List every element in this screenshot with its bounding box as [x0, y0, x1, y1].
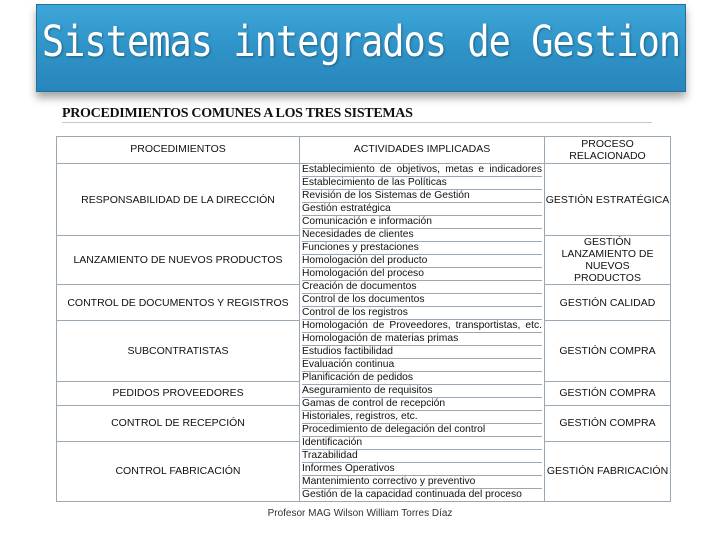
header-procedures: PROCEDIMIENTOS [57, 137, 300, 164]
title-banner [36, 4, 686, 92]
subtitle-divider [62, 122, 652, 123]
related-process-cell: GESTIÓN ESTRATÉGICA [545, 164, 671, 236]
activity-item: Control de los registros [302, 307, 542, 320]
activity-item: Aseguramiento de requisitos [302, 385, 542, 398]
activity-item: Trazabilidad [302, 450, 542, 463]
related-process-cell: GESTIÓN FABRICACIÓN [545, 441, 671, 501]
activity-item: Gestión de la capacidad continuada del proceso [302, 489, 522, 500]
table-header-row [57, 137, 671, 164]
activity-item: Homologación de materias primas [302, 333, 542, 346]
activity-item: Mantenimiento correctivo y preventivo [302, 476, 542, 489]
activity-item: Establecimiento de las Políticas [302, 177, 542, 190]
related-process-cell: GESTIÓN COMPRA [545, 405, 671, 441]
procedure-cell: CONTROL FABRICACIÓN [57, 441, 300, 501]
activity-item: Homologación de Proveedores, transportistas, etc. [302, 320, 542, 331]
procedure-cell: LANZAMIENTO DE NUEVOS PRODUCTOS [57, 236, 300, 285]
activity-item: Revisión de los Sistemas de Gestión [302, 190, 542, 203]
activity-item: Control de los documentos [302, 294, 542, 307]
activity-item: Necesidades de clientes [302, 229, 542, 242]
activity-item: Historiales, registros, etc. [302, 411, 542, 424]
procedure-cell: CONTROL DE RECEPCIÓN [57, 405, 300, 441]
activity-item: Homologación del producto [302, 255, 542, 268]
activity-item: Gamas de control de recepción [302, 398, 542, 411]
table-row [57, 164, 671, 236]
procedure-cell: SUBCONTRATISTAS [57, 321, 300, 381]
activity-item: Informes Operativos [302, 463, 542, 476]
activity-item: Homologación del proceso [302, 268, 542, 281]
activities-list [300, 164, 544, 501]
activity-item: Creación de documentos [302, 281, 542, 294]
related-process-cell: GESTIÓN CALIDAD [545, 285, 671, 321]
activity-item: Funciones y prestaciones [302, 242, 542, 255]
activity-item: Planificación de pedidos [302, 372, 542, 385]
header-related-process: PROCESO RELACIONADO [545, 137, 671, 164]
related-process-cell: GESTIÓN COMPRA [545, 321, 671, 381]
footer-author: Profesor MAG Wilson William Torres Díaz [267, 508, 453, 519]
procedure-cell: RESPONSABILIDAD DE LA DIRECCIÓN [57, 164, 300, 236]
procedures-table [56, 136, 671, 502]
page-title: Sistemas integrados de Gestion [41, 16, 681, 66]
header-activities: ACTIVIDADES IMPLICADAS [300, 137, 545, 164]
procedure-cell: PEDIDOS PROVEEDORES [57, 381, 300, 405]
activity-item: Gestión estratégica [302, 203, 542, 216]
related-process-cell: GESTIÓN COMPRA [545, 381, 671, 405]
activity-item: Establecimiento de objetivos, metas e indicadores [302, 164, 542, 175]
activity-item: Evaluación continua [302, 359, 542, 372]
activity-item: Procedimiento de delegación del control [302, 424, 542, 437]
activity-item: Estudios factibilidad [302, 346, 542, 359]
procedure-cell: CONTROL DE DOCUMENTOS Y REGISTROS [57, 285, 300, 321]
section-subtitle: PROCEDIMIENTOS COMUNES A LOS TRES SISTEMAS [62, 106, 413, 121]
activity-item: Comunicación e información [302, 216, 542, 229]
related-process-cell: GESTIÓN LANZAMIENTO DE NUEVOS PRODUCTOS [545, 236, 671, 285]
activities-cell [300, 164, 545, 502]
activity-item: Identificación [302, 437, 542, 450]
